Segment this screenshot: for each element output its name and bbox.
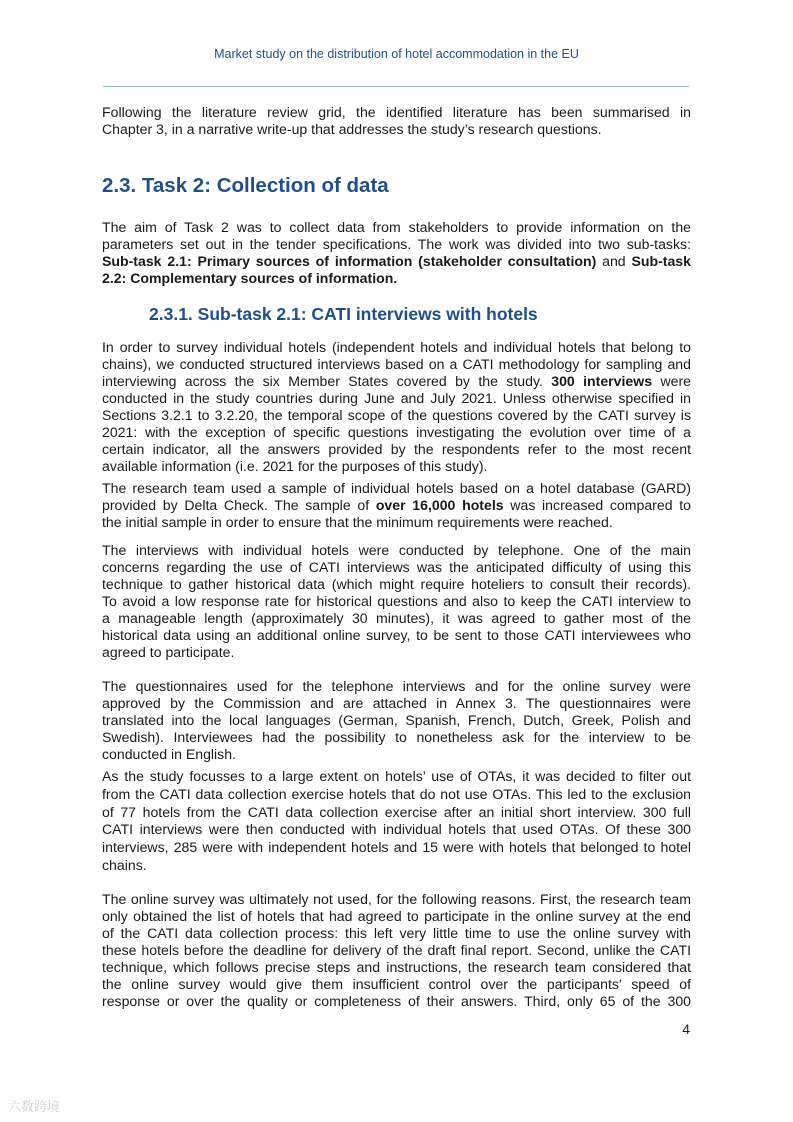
text-line: CATI interviews were then conducted with individual hotels that used OTAs. Of these 300 <box>102 821 691 838</box>
text-line <box>102 497 691 514</box>
intro-paragraph <box>102 104 691 138</box>
text-line: The interviews with individual hotels were conducted by telephone. One of the main <box>102 542 691 558</box>
text-line: agreed to participate. <box>102 644 235 660</box>
text-fragment: provided by Delta Check. The sample of <box>102 497 370 513</box>
cati-paragraph-5 <box>102 768 691 875</box>
text-line: available information (i.e. 2021 for the purposes of this study). <box>102 458 488 474</box>
page-number: 4 <box>682 1021 690 1037</box>
cati-paragraph-3 <box>102 542 691 661</box>
text-line: certain indicator, all the answers provided by the respondents refer to the most recent <box>102 441 691 457</box>
text-line: technique to gather historical data (which might require hoteliers to consult their records). <box>102 576 691 592</box>
cati-paragraph-1 <box>102 339 691 475</box>
cati-paragraph-6 <box>102 891 691 1010</box>
text-line: the online survey would give them insufficient control over the participants’ speed of <box>102 975 691 992</box>
subtask-2-1-label: Sub-task 2.1: Primary sources of information (stakeholder consultation) <box>102 253 597 269</box>
text-line: conducted in the study countries during June and July 2021. Unless otherwise specified in <box>102 390 691 406</box>
watermark: 六数跨境 <box>8 1099 61 1114</box>
text-line: The questionnaires used for the telephone interviews and for the online survey were <box>102 678 691 694</box>
text-fragment: was increased compared to <box>510 497 691 513</box>
text-line: concerns regarding the use of CATI interviews was the anticipated difficulty of using this <box>102 559 691 575</box>
conjunction: and <box>596 253 632 269</box>
subtask-2-2-label-start: Sub-task <box>631 253 691 269</box>
text-line: translated into the local languages (German, Spanish, French, Dutch, Greek, Polish and <box>102 712 691 728</box>
text-line: Sections 3.2.1 to 3.2.20, the temporal scope of the questions covered by the CATI survey is <box>102 407 691 423</box>
text-line: chains. <box>102 856 147 873</box>
text-line: only obtained the list of hotels that had agreed to participate in the online survey at the end <box>102 907 691 924</box>
running-header: Market study on the distribution of hotel accommodation in the EU <box>214 47 579 61</box>
text-line: a manageable length (approximately 30 minutes), it was agreed to gather most of the <box>102 610 691 626</box>
text-line: from the CATI data collection exercise hotels that do not use OTAs. This led to the exclusion <box>102 785 691 802</box>
text-line: As the study focusses to a large extent on hotels’ use of OTAs, it was decided to filter out <box>102 768 691 784</box>
text-line: of the CATI data collection process: this left very little time to use the online survey with <box>102 924 691 941</box>
text-line: technique, which follows precise steps and instructions, the research team considered that <box>102 958 691 975</box>
text-line: To avoid a low response rate for historical questions and also to keep the CATI interview to <box>102 593 691 609</box>
cati-paragraph-2 <box>102 480 691 531</box>
text-line: historical data using an additional online survey, to be sent to those CATI interviewees who <box>102 627 691 643</box>
text-line: response or over the quality or completeness of their answers. Third, only 65 of the 300 <box>102 992 691 1009</box>
text-line: approved by the Commission and are attached in Annex 3. The questionnaires were <box>102 695 691 711</box>
text-line: 2021: with the exception of specific questions investigating the evolution over time of a <box>102 424 691 440</box>
text-line: In order to survey individual hotels (independent hotels and individual hotels that belong to <box>102 339 691 355</box>
text-line <box>102 373 691 390</box>
header-divider <box>103 86 689 87</box>
text-fragment: interviewing across the six Member States covered by the study. <box>102 373 543 389</box>
section-heading-2-3: 2.3. Task 2: Collection of data <box>102 174 389 197</box>
interviews-count: 300 interviews <box>551 373 653 389</box>
subtask-2-2-label-end: 2.2: Complementary sources of information. <box>102 270 398 286</box>
text-line: The research team used a sample of individual hotels based on a hotel database (GARD) <box>102 480 691 496</box>
intro-line-2: Chapter 3, in a narrative write-up that addresses the study’s research questions. <box>102 121 602 137</box>
text-line: Swedish). Interviewees had the possibility to nonetheless ask for the interview to be <box>102 729 691 745</box>
section-heading-2-3-1: 2.3.1. Sub-task 2.1: CATI interviews with hotels <box>149 304 538 324</box>
text-fragment: were <box>660 373 691 389</box>
text-line: the initial sample in order to ensure that the minimum requirements were reached. <box>102 514 613 530</box>
text-line: conducted in English. <box>102 746 236 762</box>
task2-line-1: The aim of Task 2 was to collect data from stakeholders to provide information on the <box>102 219 691 235</box>
text-line: interviews, 285 were with independent hotels and 15 were with hotels that belonged to hotel <box>102 839 691 856</box>
intro-line-1: Following the literature review grid, the identified literature has been summarised in <box>102 104 691 120</box>
task2-line-3 <box>102 253 691 270</box>
task2-line-2: parameters set out in the tender specifications. The work was divided into two sub-tasks: <box>102 236 691 252</box>
text-line: The online survey was ultimately not used, for the following reasons. First, the research team <box>102 890 691 907</box>
text-line: of 77 hotels from the CATI data collection exercise after an initial short interview. 300 full <box>102 803 691 820</box>
text-line: these hotels before the deadline for delivery of the draft final report. Second, unlike the CATI <box>102 941 691 958</box>
task2-paragraph <box>102 219 691 287</box>
cati-paragraph-4 <box>102 678 691 763</box>
page-body <box>102 104 691 1010</box>
sample-size: over 16,000 hotels <box>375 497 504 513</box>
text-line: chains), we conducted structured interviews based on a CATI methodology for sampling and <box>102 356 691 372</box>
